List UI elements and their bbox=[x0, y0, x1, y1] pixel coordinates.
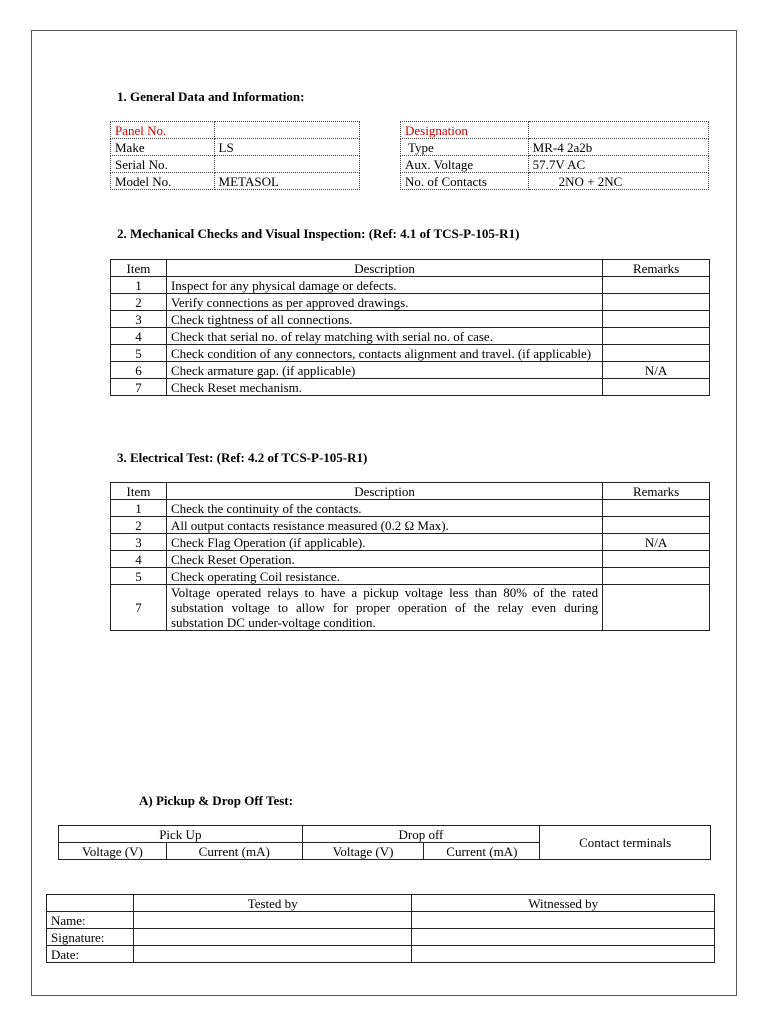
designation-label: Designation bbox=[401, 122, 529, 139]
tested-by-name-cell bbox=[133, 912, 412, 929]
item-cell: 2 bbox=[111, 517, 167, 534]
dropoff-current-header: Current (mA) bbox=[424, 843, 540, 860]
table-row bbox=[111, 122, 360, 139]
remarks-cell bbox=[603, 551, 710, 568]
model-no-label: Model No. bbox=[111, 173, 215, 190]
tested-by-header: Tested by bbox=[133, 895, 412, 912]
panel-no-value bbox=[214, 122, 359, 139]
drop-off-header: Drop off bbox=[302, 826, 540, 843]
description-cell: Check tightness of all connections. bbox=[166, 311, 602, 328]
description-cell: Verify connections as per approved drawings. bbox=[166, 294, 602, 311]
description-cell: Voltage operated relays to have a pickup voltage less than 80% of the rated substation voltage to allow for proper operation of the relay even during substation DC under-voltage condition. bbox=[166, 585, 602, 631]
witnessed-by-date-cell bbox=[412, 946, 715, 963]
table-row bbox=[47, 929, 715, 946]
designation-value bbox=[528, 122, 708, 139]
table-row bbox=[111, 328, 710, 345]
remarks-header: Remarks bbox=[603, 483, 710, 500]
description-header: Description bbox=[166, 260, 602, 277]
witnessed-by-name-cell bbox=[412, 912, 715, 929]
item-cell: 7 bbox=[111, 585, 167, 631]
table-row bbox=[401, 173, 709, 190]
remarks-cell: N/A bbox=[603, 362, 710, 379]
electrical-test-table bbox=[110, 482, 710, 631]
remarks-header: Remarks bbox=[603, 260, 710, 277]
date-label: Date: bbox=[47, 946, 134, 963]
table-row bbox=[111, 173, 360, 190]
description-cell: Inspect for any physical damage or defects. bbox=[166, 277, 602, 294]
item-header: Item bbox=[111, 260, 167, 277]
general-data-right-table bbox=[400, 121, 709, 190]
type-label: Type bbox=[401, 139, 529, 156]
item-cell: 3 bbox=[111, 534, 167, 551]
section1-heading: 1. General Data and Information: bbox=[117, 89, 305, 104]
tested-by-date-cell bbox=[133, 946, 412, 963]
item-header: Item bbox=[111, 483, 167, 500]
item-cell: 6 bbox=[111, 362, 167, 379]
general-data-left-table bbox=[110, 121, 360, 190]
description-cell: All output contacts resistance measured (0.2 Ω Max). bbox=[166, 517, 602, 534]
table-row bbox=[111, 294, 710, 311]
description-cell: Check armature gap. (if applicable) bbox=[166, 362, 602, 379]
table-row bbox=[111, 551, 710, 568]
table-row bbox=[111, 534, 710, 551]
table-row bbox=[111, 568, 710, 585]
table-row bbox=[111, 345, 710, 362]
serial-no-label: Serial No. bbox=[111, 156, 215, 173]
mechanical-checks-table bbox=[110, 259, 710, 396]
item-cell: 5 bbox=[111, 568, 167, 585]
remarks-cell bbox=[603, 585, 710, 631]
table-row bbox=[111, 362, 710, 379]
make-label: Make bbox=[111, 139, 215, 156]
remarks-cell bbox=[603, 568, 710, 585]
pickup-voltage-header: Voltage (V) bbox=[59, 843, 167, 860]
signoff-table bbox=[46, 894, 715, 963]
model-no-value: METASOL bbox=[214, 173, 359, 190]
type-value: MR-4 2a2b bbox=[528, 139, 708, 156]
table-header-row bbox=[59, 826, 711, 843]
description-cell: Check operating Coil resistance. bbox=[166, 568, 602, 585]
dropoff-voltage-header: Voltage (V) bbox=[302, 843, 424, 860]
contacts-label: No. of Contacts bbox=[401, 173, 529, 190]
description-cell: Check the continuity of the contacts. bbox=[166, 500, 602, 517]
description-cell: Check Reset Operation. bbox=[166, 551, 602, 568]
remarks-cell bbox=[603, 500, 710, 517]
pickup-dropoff-heading: A) Pickup & Drop Off Test: bbox=[139, 793, 293, 808]
description-cell: Check Flag Operation (if applicable). bbox=[166, 534, 602, 551]
witnessed-by-signature-cell bbox=[412, 929, 715, 946]
item-cell: 1 bbox=[111, 277, 167, 294]
table-row bbox=[111, 379, 710, 396]
section2-heading: 2. Mechanical Checks and Visual Inspection: (Ref: 4.1 of TCS-P-105-R1) bbox=[117, 226, 520, 241]
contacts-value: 2NO + 2NC bbox=[528, 173, 708, 190]
pickup-dropoff-table bbox=[58, 825, 711, 860]
panel-no-label: Panel No. bbox=[111, 122, 215, 139]
table-header-row bbox=[111, 260, 710, 277]
name-label: Name: bbox=[47, 912, 134, 929]
table-row bbox=[111, 500, 710, 517]
table-row bbox=[47, 946, 715, 963]
item-cell: 4 bbox=[111, 328, 167, 345]
table-row bbox=[401, 139, 709, 156]
table-row bbox=[111, 311, 710, 328]
remarks-cell bbox=[603, 328, 710, 345]
item-cell: 7 bbox=[111, 379, 167, 396]
make-value: LS bbox=[214, 139, 359, 156]
table-row bbox=[111, 517, 710, 534]
item-cell: 2 bbox=[111, 294, 167, 311]
pick-up-header: Pick Up bbox=[59, 826, 303, 843]
tested-by-signature-cell bbox=[133, 929, 412, 946]
description-cell: Check that serial no. of relay matching with serial no. of case. bbox=[166, 328, 602, 345]
item-cell: 4 bbox=[111, 551, 167, 568]
remarks-cell bbox=[603, 277, 710, 294]
signature-label: Signature: bbox=[47, 929, 134, 946]
table-row bbox=[401, 156, 709, 173]
table-row bbox=[111, 585, 710, 631]
remarks-cell bbox=[603, 379, 710, 396]
signoff-blank-header bbox=[47, 895, 134, 912]
table-header-row bbox=[47, 895, 715, 912]
remarks-cell bbox=[603, 345, 710, 362]
aux-voltage-value: 57.7V AC bbox=[528, 156, 708, 173]
item-cell: 5 bbox=[111, 345, 167, 362]
remarks-cell bbox=[603, 294, 710, 311]
table-row bbox=[401, 122, 709, 139]
item-cell: 3 bbox=[111, 311, 167, 328]
table-row bbox=[111, 156, 360, 173]
serial-no-value bbox=[214, 156, 359, 173]
description-header: Description bbox=[166, 483, 602, 500]
item-cell: 1 bbox=[111, 500, 167, 517]
contact-terminals-header: Contact terminals bbox=[540, 826, 711, 860]
remarks-cell bbox=[603, 517, 710, 534]
remarks-cell: N/A bbox=[603, 534, 710, 551]
section3-heading: 3. Electrical Test: (Ref: 4.2 of TCS-P-105-R1) bbox=[117, 450, 368, 465]
table-row bbox=[47, 912, 715, 929]
description-cell: Check Reset mechanism. bbox=[166, 379, 602, 396]
remarks-cell bbox=[603, 311, 710, 328]
table-row bbox=[111, 139, 360, 156]
description-cell: Check condition of any connectors, contacts alignment and travel. (if applicable) bbox=[166, 345, 602, 362]
pickup-current-header: Current (mA) bbox=[166, 843, 302, 860]
witnessed-by-header: Witnessed by bbox=[412, 895, 715, 912]
table-header-row bbox=[111, 483, 710, 500]
table-row bbox=[111, 277, 710, 294]
aux-voltage-label: Aux. Voltage bbox=[401, 156, 529, 173]
